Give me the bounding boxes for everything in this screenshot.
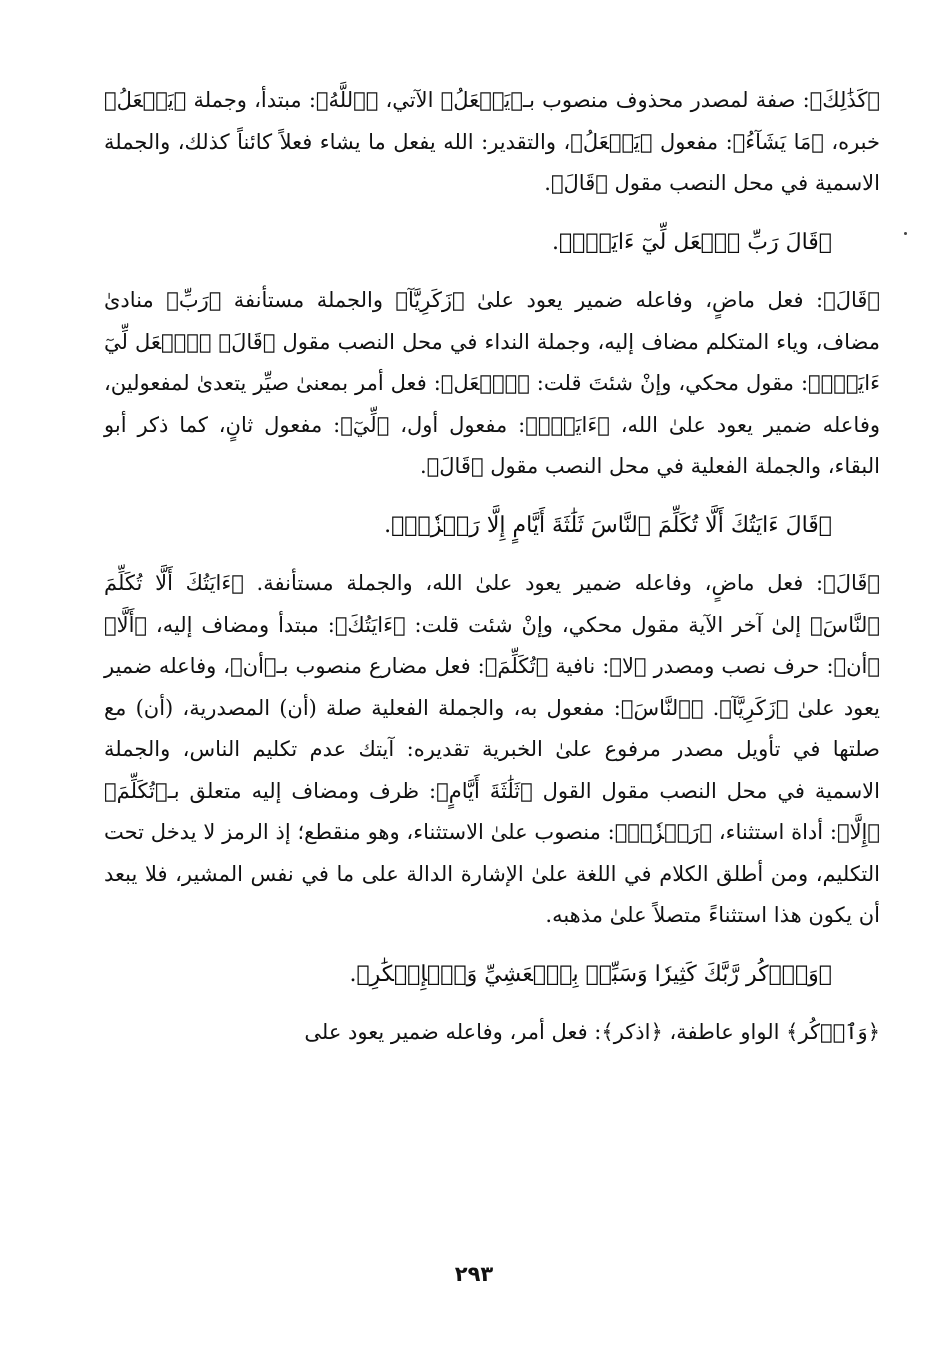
- verse-line: ﴿قَالَ ءَايَتُكَ أَلَّا تُكَلِّمَ ٱلنَّاسَ ثَلَٰثَةَ أَيَّامٍ إِلَّا رَمۡزٗاۗ﴾.: [384, 512, 832, 538]
- scan-speck: [904, 232, 907, 235]
- page-text-block: [104, 80, 880, 1071]
- commentary-paragraph: ﴿كَذَٰلِكَ﴾: صفة لمصدر محذوف منصوب بـ﴿يَفۡعَلُ﴾ الآتي، ﴿ٱللَّهُ﴾: مبتدأ، وجملة ﴿يَفۡعَلُ﴾ خبره، ﴿مَا يَشَآءُ﴾: مفعول ﴿يَفۡعَلُ﴾، والتقدير: الله يفعل ما يشاء فعلاً كائناً كذلك، والجملة الاسمية في محل النصب مقول ﴿قَالَ﴾.: [104, 88, 880, 195]
- verse-line: ﴿وَٱذۡكُر رَّبَّكَ كَثِيرٗا وَسَبِّحۡ بِٱلۡعَشِيِّ وَٱلۡإِبۡكَٰرِ﴾.: [349, 961, 832, 987]
- commentary-paragraph: ﴿قَالَ﴾: فعل ماضٍ، وفاعله ضمير يعود علىٰ الله، والجملة مستأنفة. ﴿ءَايَتُكَ أَلَّا تُكَلِّمَ ٱلنَّاسَ﴾ إلىٰ آخر الآية مقول محكي، وإنْ شئت قلت: ﴿ءَايَتُكَ﴾: مبتدأ ومضاف إليه، ﴿أَلَّا﴾ ﴿أن﴾: حرف نصب ومصدر ﴿لا﴾: نافية ﴿تُكَلِّمَ﴾: فعل مضارع منصوب بـ﴿أن﴾، وفاعله ضمير يعود علىٰ ﴿زَكَرِيَّآ﴾. ﴿ٱلنَّاسَ﴾: مفعول به، والجملة الفعلية صلة (أن) المصدرية، (أن) مع صلتها في تأويل مصدر مرفوع علىٰ الخبرية تقديره: آيتك عدم تكليم الناس، والجملة الاسمية في محل النصب مقول القول ﴿ثَلَٰثَةَ أَيَّامٍ﴾: ظرف ومضاف إليه متعلق بـ﴿تُكَلِّمَ﴾ ﴿إِلَّا﴾: أداة استثناء، ﴿رَمۡزٗاۗ﴾: منصوب علىٰ الاستثناء، وهو منقطع؛ إذ الرمز لا يدخل تحت التكليم، ومن أطلق الكلام في اللغة علىٰ الإشارة الدالة على ما في نفس المشير، فلا يبعد أن يكون هذا استثناءً متصلاً علىٰ مذهبه.: [104, 571, 881, 927]
- commentary-paragraph: ﴿قَالَ﴾: فعل ماضٍ، وفاعله ضمير يعود علىٰ ﴿زَكَرِيَّآ﴾ والجملة مستأنفة ﴿رَبِّ﴾ منادىٰ مضاف، وياء المتكلم مضاف إليه، وجملة النداء في محل النصب مقول ﴿قَالَ﴾ ﴿ٱجۡعَل لِّيٓ ءَايَةٗۖ﴾: مقول محكي، وإنْ شئتَ قلت: ﴿ٱجۡعَل﴾: فعل أمر بمعنىٰ صيِّر يتعدىٰ لمفعولين، وفاعله ضمير يعود علىٰ الله، ﴿ءَايَةٗۖ﴾: مفعول أول، ﴿لِّيٓ﴾: مفعول ثانٍ، كما ذكر أبو البقاء، والجملة الفعلية في محل النصب مقول ﴿قَالَ﴾.: [104, 288, 880, 478]
- verse-line: ﴿قَالَ رَبِّ ٱجۡعَل لِّيٓ ءَايَةٗۖ﴾.: [551, 229, 832, 255]
- commentary-paragraph: ﴿وَٱذۡكُر﴾ الواو عاطفة، ﴿اذكر﴾: فعل أمر، وفاعله ضمير يعود على: [304, 1020, 880, 1044]
- page-number: ٢٩٣: [454, 1262, 494, 1286]
